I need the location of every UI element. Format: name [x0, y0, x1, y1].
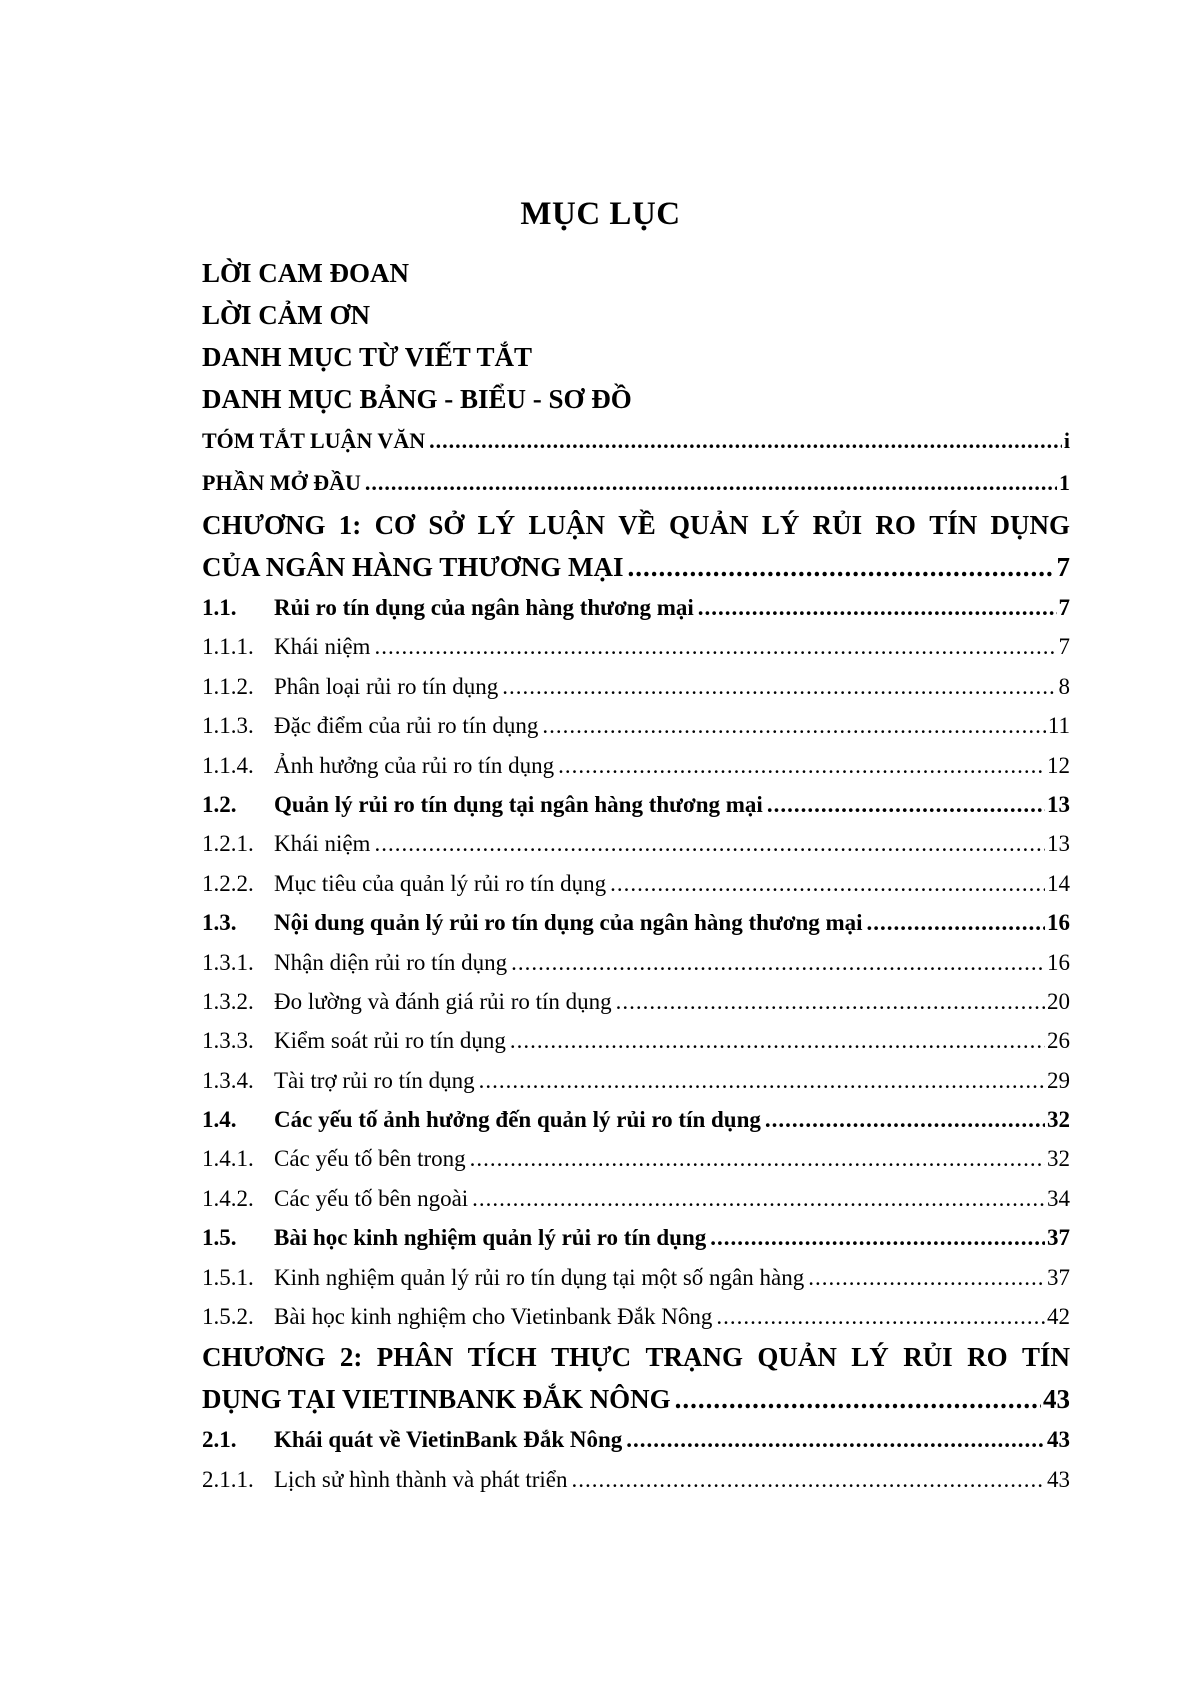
toc-entry-title: Bài học kinh nghiệm quản lý rủi ro tín dụng	[274, 1225, 707, 1251]
toc-entry-page: 11	[1047, 713, 1070, 739]
dot-leader	[698, 588, 1057, 627]
toc-title: MỤC LỤC	[520, 196, 681, 232]
toc-entry-number: 1.2.2.	[202, 870, 254, 896]
toc-entry-number: 1.3.1.	[202, 949, 254, 975]
toc-entry-number: 1.1.2.	[202, 673, 254, 699]
dot-leader	[610, 864, 1045, 903]
toc-entry-title: PHẦN MỞ ĐẦU	[202, 470, 361, 495]
toc-entry-page: 20	[1047, 988, 1070, 1014]
chapter-heading-word: LÝ	[477, 510, 516, 540]
chapter-heading-word: LUẬN	[528, 510, 605, 540]
chapter-heading-word: PHÂN	[376, 1342, 454, 1373]
dot-leader	[767, 785, 1045, 824]
dot-leader	[765, 1100, 1045, 1139]
toc-entry-subsection	[202, 667, 1070, 706]
chapter-heading-word: CHƯƠNG	[202, 510, 326, 540]
chapter-heading-word: RO	[967, 1342, 1008, 1373]
toc-entry-page: 43	[1043, 1384, 1070, 1415]
toc-entry-front-matter	[202, 336, 1070, 378]
toc-entry-title: LỜI CAM ĐOAN	[202, 258, 409, 288]
toc-entry-page: 16	[1047, 910, 1070, 936]
toc-entry-title: DỤNG TẠI VIETINBANK ĐẮK NÔNG	[202, 1384, 671, 1415]
toc-entry-page: 7	[1058, 634, 1070, 660]
dot-leader	[716, 1297, 1045, 1336]
toc-chapter-1	[202, 504, 1070, 588]
toc-entry-section	[202, 1100, 1070, 1139]
chapter-heading-word: QUẢN	[757, 1342, 837, 1373]
chapter-heading-word: CƠ	[374, 510, 416, 540]
toc-entry-number: 1.5.1.	[202, 1264, 254, 1290]
dot-leader	[628, 546, 1055, 588]
toc-entry-subsection	[202, 1021, 1070, 1060]
dot-leader	[867, 903, 1045, 942]
toc-entry-section	[202, 588, 1070, 627]
toc-entry-title: DANH MỤC BẢNG - BIỂU - SƠ ĐỒ	[202, 384, 632, 414]
toc-entry-number: 1.2.	[202, 791, 237, 817]
chapter-heading-word: 1:	[338, 510, 362, 540]
toc-entry-number: 1.3.3.	[202, 1028, 254, 1054]
dot-leader	[479, 1061, 1045, 1100]
toc-entry-page: 7	[1058, 595, 1070, 620]
toc-entry-title: Các yếu tố bên ngoài	[274, 1185, 469, 1211]
dot-leader	[542, 706, 1045, 745]
toc-entry-page: 42	[1047, 1304, 1070, 1330]
toc-entry-number: 1.5.	[202, 1225, 237, 1251]
chapter-heading-word: THỰC	[551, 1342, 632, 1373]
dot-leader	[502, 667, 1056, 706]
toc-entry-page: 7	[1056, 552, 1070, 582]
toc-entry-page: 43	[1047, 1427, 1070, 1453]
toc-entry-number: 1.2.1.	[202, 831, 254, 857]
toc-entry-number: 1.3.	[202, 910, 237, 936]
toc-entry-subsection	[202, 1061, 1070, 1100]
toc-entry-section	[202, 785, 1070, 824]
toc-chapter-2	[202, 1336, 1070, 1420]
toc-entry-number: 1.1.3.	[202, 713, 254, 739]
chapter-heading-word: RỦI	[903, 1342, 953, 1373]
toc-entry-subsection	[202, 943, 1070, 982]
toc-entry-number: 2.1.	[202, 1427, 237, 1453]
toc-entry-number: 1.1.	[202, 595, 237, 620]
dot-leader	[472, 1179, 1045, 1218]
toc-entry-section	[202, 1420, 1070, 1459]
toc-entry-subsection	[202, 1179, 1070, 1218]
chapter-heading-word: RỦI	[812, 510, 863, 540]
chapter-heading-word: QUẢN	[669, 510, 749, 540]
toc-entry-front-matter	[202, 252, 1070, 294]
toc-entry-subsection	[202, 1139, 1070, 1178]
toc-entry-summary	[202, 420, 1070, 462]
dot-leader	[808, 1258, 1045, 1297]
chapter-heading-word: TÍCH	[467, 1342, 537, 1373]
dot-leader	[626, 1420, 1045, 1459]
chapter-heading-word: RO	[875, 510, 916, 540]
dot-leader	[572, 1460, 1045, 1499]
toc-entry-page: 34	[1047, 1185, 1070, 1211]
chapter-heading-word: TÍN	[1021, 1342, 1070, 1373]
chapter-heading-word: 2:	[339, 1342, 363, 1373]
toc-entry-title: Ảnh hưởng của rủi ro tín dụng	[274, 752, 555, 778]
toc-entry-page: 8	[1058, 673, 1070, 699]
toc-entry-page: 12	[1047, 752, 1070, 778]
toc-entry-number: 2.1.1.	[202, 1466, 254, 1492]
toc-entry-page: 37	[1047, 1225, 1070, 1251]
toc-entry-page: 16	[1047, 949, 1070, 975]
toc-entry-title: Tài trợ rủi ro tín dụng	[274, 1067, 475, 1093]
toc-entry-section	[202, 1218, 1070, 1257]
toc-entry-title: Nội dung quản lý rủi ro tín dụng của ngân hàng thương mại	[274, 910, 863, 936]
toc-entry-number: 1.3.2.	[202, 988, 254, 1014]
toc-entry-section	[202, 903, 1070, 942]
toc-entry-number: 1.4.2.	[202, 1185, 254, 1211]
toc-entry-number: 1.4.	[202, 1107, 237, 1133]
toc-entry-title: Khái niệm	[274, 831, 371, 857]
toc-entry-page: 1	[1059, 470, 1070, 495]
dot-leader	[470, 1139, 1045, 1178]
toc-entry-subsection	[202, 1460, 1070, 1499]
toc-entry-number: 1.1.4.	[202, 752, 254, 778]
toc-entry-title: Phân loại rủi ro tín dụng	[274, 673, 499, 699]
toc-entry-title: Rủi ro tín dụng của ngân hàng thương mại	[274, 595, 694, 620]
toc-entry-number: 1.1.1.	[202, 634, 254, 660]
toc-entry-subsection	[202, 706, 1070, 745]
toc-entry-subsection	[202, 1297, 1070, 1336]
toc-entry-page: i	[1063, 428, 1070, 453]
toc-entry-title: DANH MỤC TỪ VIẾT TẮT	[202, 342, 533, 372]
toc-entry-title: TÓM TẮT LUẬN VĂN	[202, 428, 426, 453]
toc-entry-title: Lịch sử hình thành và phát triển	[274, 1466, 568, 1492]
toc-entry-title: Khái quát về VietinBank Đắk Nông	[274, 1427, 623, 1453]
dot-leader	[616, 982, 1045, 1021]
toc-list	[202, 252, 1070, 1499]
dot-leader	[675, 1378, 1041, 1420]
toc-entry-title: Bài học kinh nghiệm cho Vietinbank Đắk Nông	[274, 1304, 713, 1330]
chapter-heading-line2	[202, 1378, 1070, 1420]
toc-entry-title: LỜI CẢM ƠN	[202, 300, 370, 330]
toc-entry-intro	[202, 462, 1070, 504]
toc-entry-page: 13	[1047, 831, 1070, 857]
toc-entry-title: Nhận diện rủi ro tín dụng	[274, 949, 508, 975]
toc-entry-title: Đo lường và đánh giá rủi ro tín dụng	[274, 988, 612, 1014]
toc-entry-title: Kinh nghiệm quản lý rủi ro tín dụng tại một số ngân hàng	[274, 1264, 805, 1290]
toc-entry-subsection	[202, 864, 1070, 903]
chapter-heading-word: DỤNG	[990, 510, 1070, 540]
dot-leader	[374, 627, 1056, 666]
chapter-heading-word: LÝ	[851, 1342, 889, 1373]
chapter-heading-line1	[202, 1336, 1070, 1378]
chapter-heading-word: LÝ	[761, 510, 800, 540]
toc-entry-title: Đặc điểm của rủi ro tín dụng	[274, 713, 539, 739]
chapter-heading-word: SỞ	[428, 510, 465, 540]
toc-entry-subsection	[202, 1258, 1070, 1297]
chapter-1-entries	[202, 588, 1070, 1336]
toc-entry-page: 32	[1047, 1146, 1070, 1172]
dot-leader	[511, 943, 1045, 982]
chapter-heading-word: VỀ	[618, 510, 656, 540]
chapter-heading-line2	[202, 546, 1070, 588]
chapter-heading-word: TRẠNG	[645, 1342, 743, 1373]
dot-leader	[510, 1021, 1045, 1060]
toc-entry-title: Các yếu tố ảnh hưởng đến quản lý rủi ro tín dụng	[274, 1107, 761, 1133]
toc-entry-subsection	[202, 627, 1070, 666]
dot-leader	[558, 746, 1045, 785]
toc-entry-number: 1.5.2.	[202, 1304, 254, 1330]
toc-entry-title: CỦA NGÂN HÀNG THƯƠNG MẠI	[202, 552, 624, 582]
toc-entry-title: Các yếu tố bên trong	[274, 1146, 466, 1172]
toc-entry-page: 37	[1047, 1264, 1070, 1290]
toc-entry-subsection	[202, 982, 1070, 1021]
toc-entry-page: 32	[1047, 1107, 1070, 1133]
dot-leader	[710, 1218, 1045, 1257]
toc-entry-front-matter	[202, 294, 1070, 336]
chapter-heading-line1	[202, 504, 1070, 546]
toc-entry-page: 13	[1047, 791, 1070, 817]
toc-entry-title: Mục tiêu của quản lý rủi ro tín dụng	[274, 870, 607, 896]
toc-entry-subsection	[202, 746, 1070, 785]
dot-leader	[429, 420, 1062, 462]
dot-leader	[374, 824, 1045, 863]
toc-entry-title: Kiểm soát rủi ro tín dụng	[274, 1028, 506, 1054]
chapter-heading-word: TÍN	[929, 510, 978, 540]
dot-leader	[365, 462, 1057, 504]
toc-entry-subsection	[202, 824, 1070, 863]
toc-entry-number: 1.4.1.	[202, 1146, 254, 1172]
toc-entry-page: 26	[1047, 1028, 1070, 1054]
chapter-heading-word: CHƯƠNG	[202, 1342, 326, 1373]
toc-entry-page: 29	[1047, 1067, 1070, 1093]
toc-entry-title: Khái niệm	[274, 634, 371, 660]
toc-entry-page: 14	[1047, 870, 1070, 896]
toc-entry-front-matter	[202, 378, 1070, 420]
toc-entry-number: 1.3.4.	[202, 1067, 254, 1093]
chapter-2-entries	[202, 1420, 1070, 1499]
toc-entry-title: Quản lý rủi ro tín dụng tại ngân hàng thương mại	[274, 791, 763, 817]
toc-entry-page: 43	[1047, 1466, 1070, 1492]
